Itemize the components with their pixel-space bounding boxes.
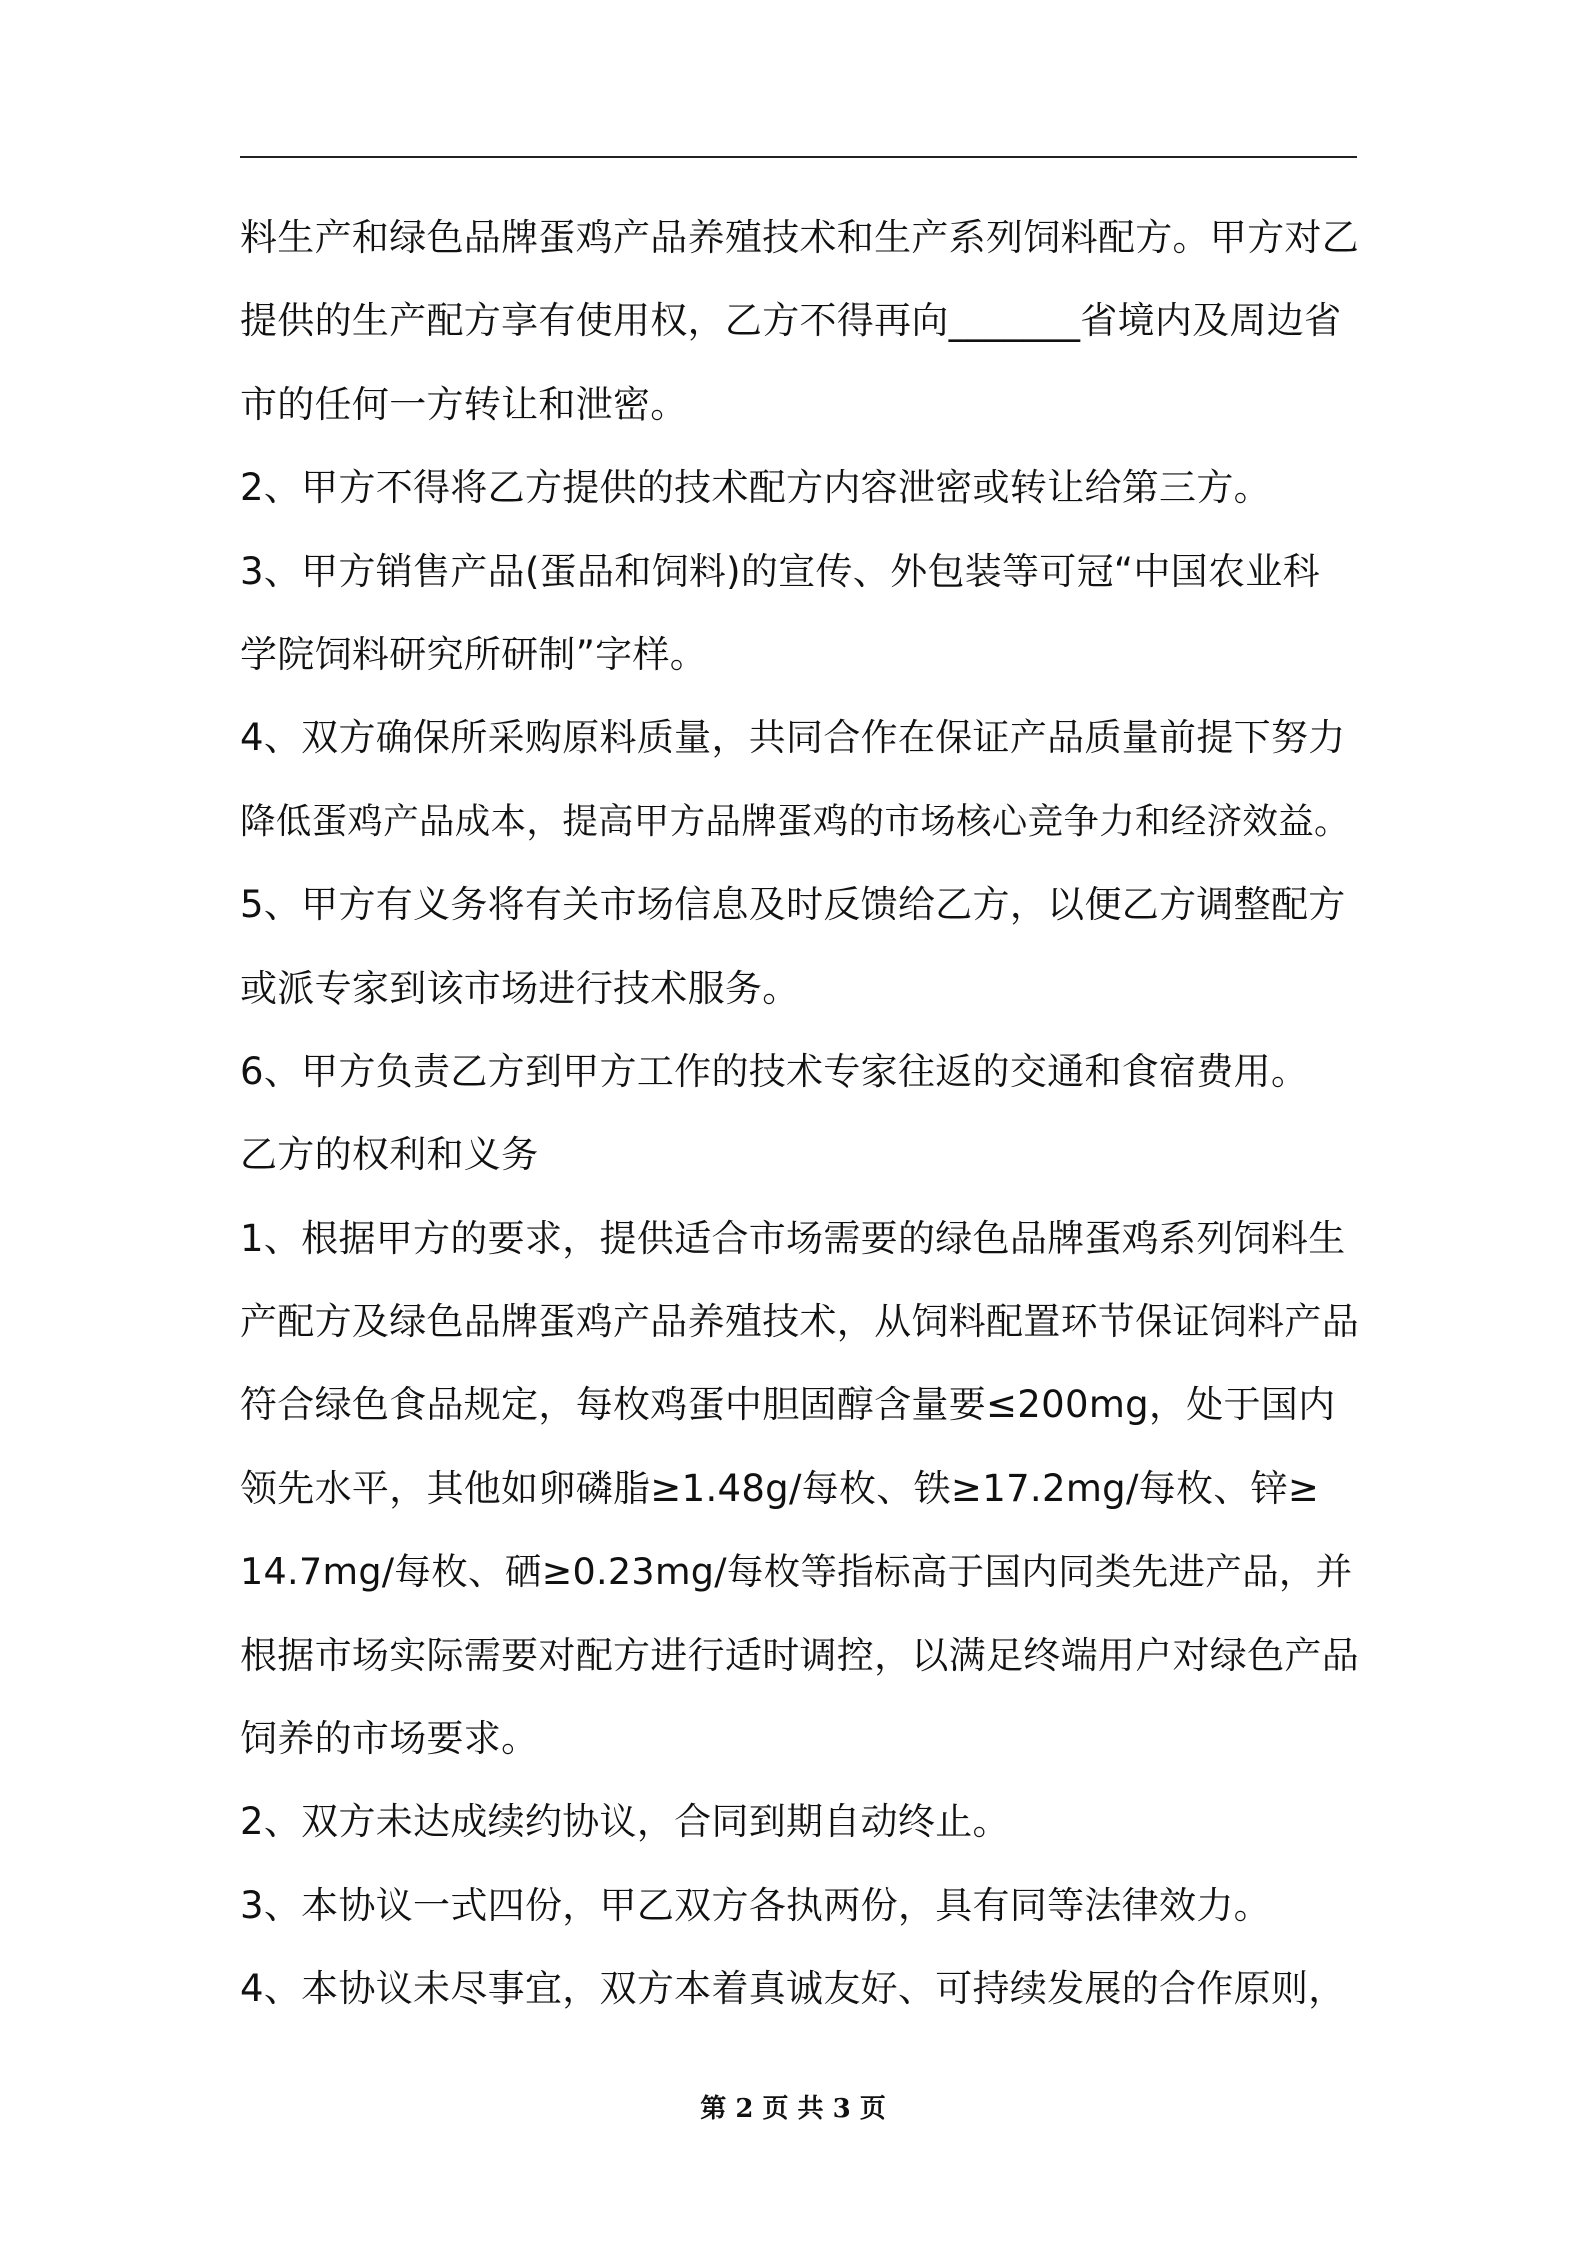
text-line: 根据市场实际需要对配方进行适时调控，以满足终端用户对绿色产品 <box>240 1633 1359 1677</box>
text-line: 5、甲方有义务将有关市场信息及时反馈给乙方，以便乙方调整配方 <box>240 883 1346 927</box>
text-line: 3、甲方销售产品(蛋品和饲料)的宣传、外包装等可冠“中国农业科 <box>240 549 1320 593</box>
body-text <box>240 196 1362 2031</box>
text-line: 4、本协议未尽事宜，双方本着真诚友好、可持续发展的合作原则， <box>240 1967 1346 2011</box>
section-heading: 乙方的权利和义务 <box>240 1133 539 1177</box>
header-rule <box>240 156 1357 158</box>
text-line: 符合绿色食品规定，每枚鸡蛋中胆固醇含量要≤200mg，处于国内 <box>240 1383 1336 1427</box>
text-line: 饲养的市场要求。 <box>240 1717 539 1761</box>
text-line: 学院饲料研究所研制”字样。 <box>240 632 708 676</box>
text-line: 6、甲方负责乙方到甲方工作的技术专家往返的交通和食宿费用。 <box>240 1049 1309 1093</box>
text-line: 料生产和绿色品牌蛋鸡产品养殖技术和生产系列饲料配方。甲方对乙 <box>240 216 1359 259</box>
text-line: 2、甲方不得将乙方提供的技术配方内容泄密或转让给第三方。 <box>240 466 1271 510</box>
text-line: 或派专家到该市场进行技术服务。 <box>240 966 800 1010</box>
text-line: 1、根据甲方的要求，提供适合市场需要的绿色品牌蛋鸡系列饲料生 <box>240 1216 1346 1260</box>
text-line: 2、双方未达成续约协议，合同到期自动终止。 <box>240 1800 1010 1844</box>
text-line: 提供的生产配方享有使用权，乙方不得再向_______省境内及周边省 <box>240 299 1342 343</box>
text-line: 3、本协议一式四份，甲乙双方各执两份，具有同等法律效力。 <box>240 1883 1271 1927</box>
text-line: 领先水平，其他如卵磷脂≥1.48g/每枚、铁≥17.2mg/每枚、锌≥ <box>240 1466 1320 1510</box>
page-number-footer: 第 2 页 共 3 页 <box>700 2094 886 2124</box>
text-line: 市的任何一方转让和泄密。 <box>240 382 688 426</box>
text-line: 产配方及绿色品牌蛋鸡产品养殖技术，从饲料配置环节保证饲料产品 <box>240 1300 1359 1344</box>
text-line: 降低蛋鸡产品成本，提高甲方品牌蛋鸡的市场核心竞争力和经济效益。 <box>240 800 1350 842</box>
text-line: 14.7mg/每枚、硒≥0.23mg/每枚等指标高于国内同类先进产品，并 <box>240 1550 1353 1594</box>
text-line: 4、双方确保所采购原料质量，共同合作在保证产品质量前提下努力 <box>240 716 1346 760</box>
